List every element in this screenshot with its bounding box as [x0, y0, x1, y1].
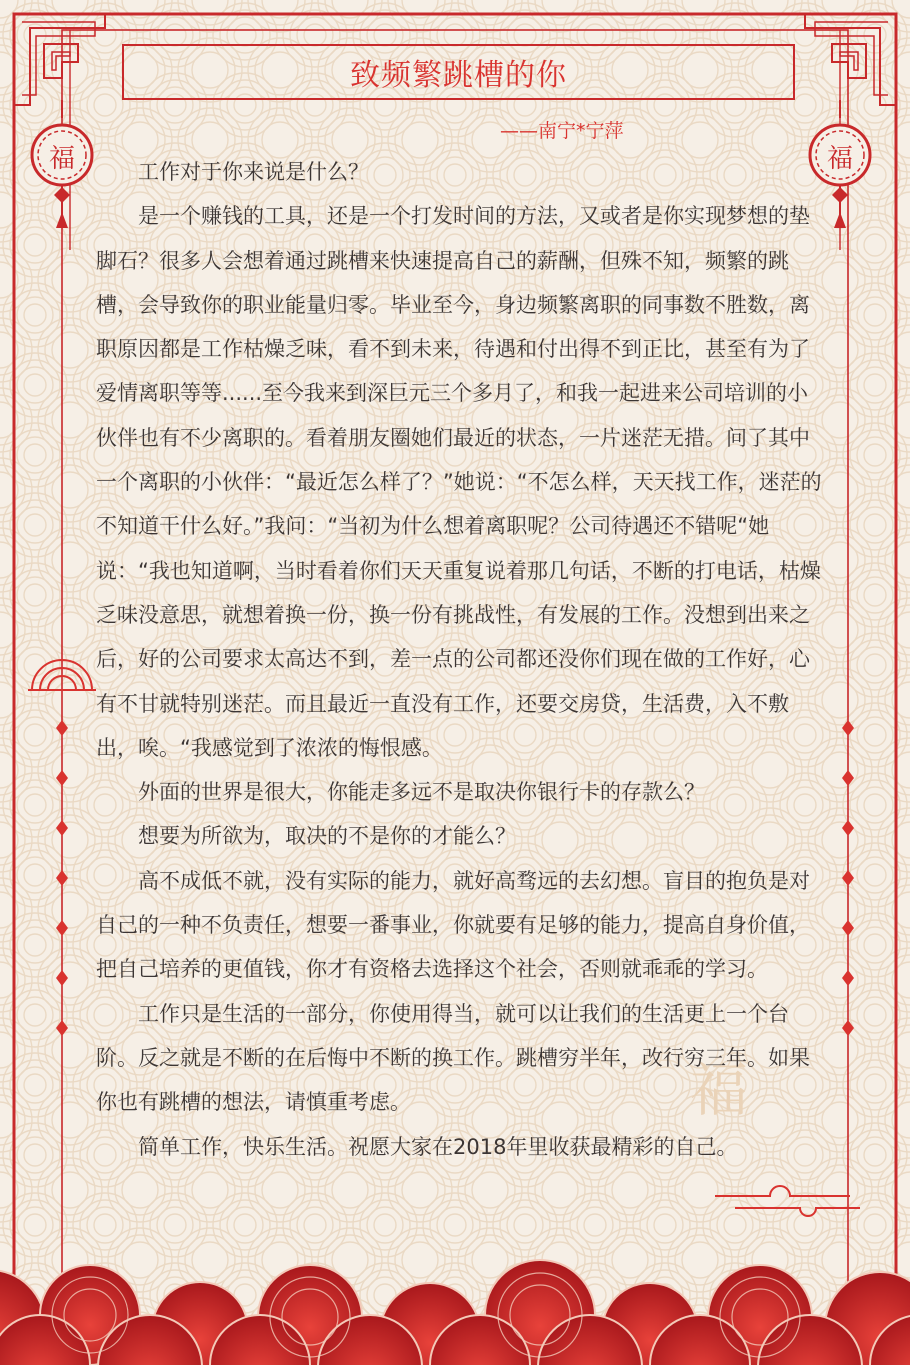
article-body: [96, 150, 828, 1169]
fu-medallion-left: [42, 136, 82, 176]
author-signature: ——南宁*宁萍: [500, 120, 624, 142]
watermark-fu-glyph: 福: [690, 1056, 749, 1124]
article-paragraph: 高不成低不就，没有实际的能力，就好高骛远的去幻想。盲目的抱负是对自己的一种不负责任，想要一番事业，你就要有足够的能力，提高自身价值，把自己培养的更值钱，你才有资格去选择这个社会，否则就乖乖的学习。: [96, 868, 810, 982]
article-paragraph: 外面的世界是很大，你能走多远不是取决你银行卡的存款么？: [138, 780, 705, 805]
red-cloud-footer: [0, 1255, 910, 1365]
swirl-line-ornament: [715, 1186, 860, 1216]
article-paragraph: 想要为所欲为，取决的不是你的才能么？: [138, 824, 516, 849]
page-title: 致频繁跳槽的你: [350, 58, 567, 93]
article-paragraph: 工作只是生活的一部分，你使用得当，就可以让我们的生活更上一个台阶。反之就是不断的在后悔中不断的换工作。跳槽穷半年，改行穷三年。如果你也有跳槽的想法，请慎重考虑。: [96, 1001, 810, 1115]
fu-character: 福: [826, 143, 853, 174]
fu-character: 福: [48, 143, 75, 174]
title-banner: [122, 44, 795, 100]
article-paragraph: 简单工作，快乐生活。祝愿大家在2018年里收获最精彩的自己。: [138, 1134, 738, 1159]
article-paragraph: 工作对于你来说是什么？: [138, 160, 369, 184]
article-paragraph: 是一个赚钱的工具，还是一个打发时间的方法，又或者是你实现梦想的垫脚石？很多人会想着通过跳槽来快速提高自己的薪酬，但殊不知，频繁的跳槽，会导致你的职业能量归零。毕业至今，身边频繁离职的同事数不胜数，离职原因都是工作枯燥乏味，看不到未来，待遇和付出得不到正比，甚至有为了爱情离职等等......至今我来到深巨元三个多月了，和我一起进来公司培训的小伙伴也有不少离职的。看着朋友圈她们最近的状态，一片迷茫无措。问了其中一个离职的小伙伴：“最近怎么样了？”她说：“不怎么样，天天找工作，迷茫的不知道干什么好。”我问：“当初为什么想着离职呢？公司待遇还不错呢“她说：“我也知道啊，当时看着你们天天重复说着那几句话，不断的打电话，枯燥乏味没意思，就想着换一份，换一份有挑战性，有发展的工作。没想到出来之后，好的公司要求太高达不到，差一点的公司都还没你们现在做的工作好，心有不甘就特别迷茫。而且最近一直没有工作，还要交房贷，生活费，入不敷出，唉。“我感觉到了浓浓的悔恨感。: [96, 204, 822, 760]
